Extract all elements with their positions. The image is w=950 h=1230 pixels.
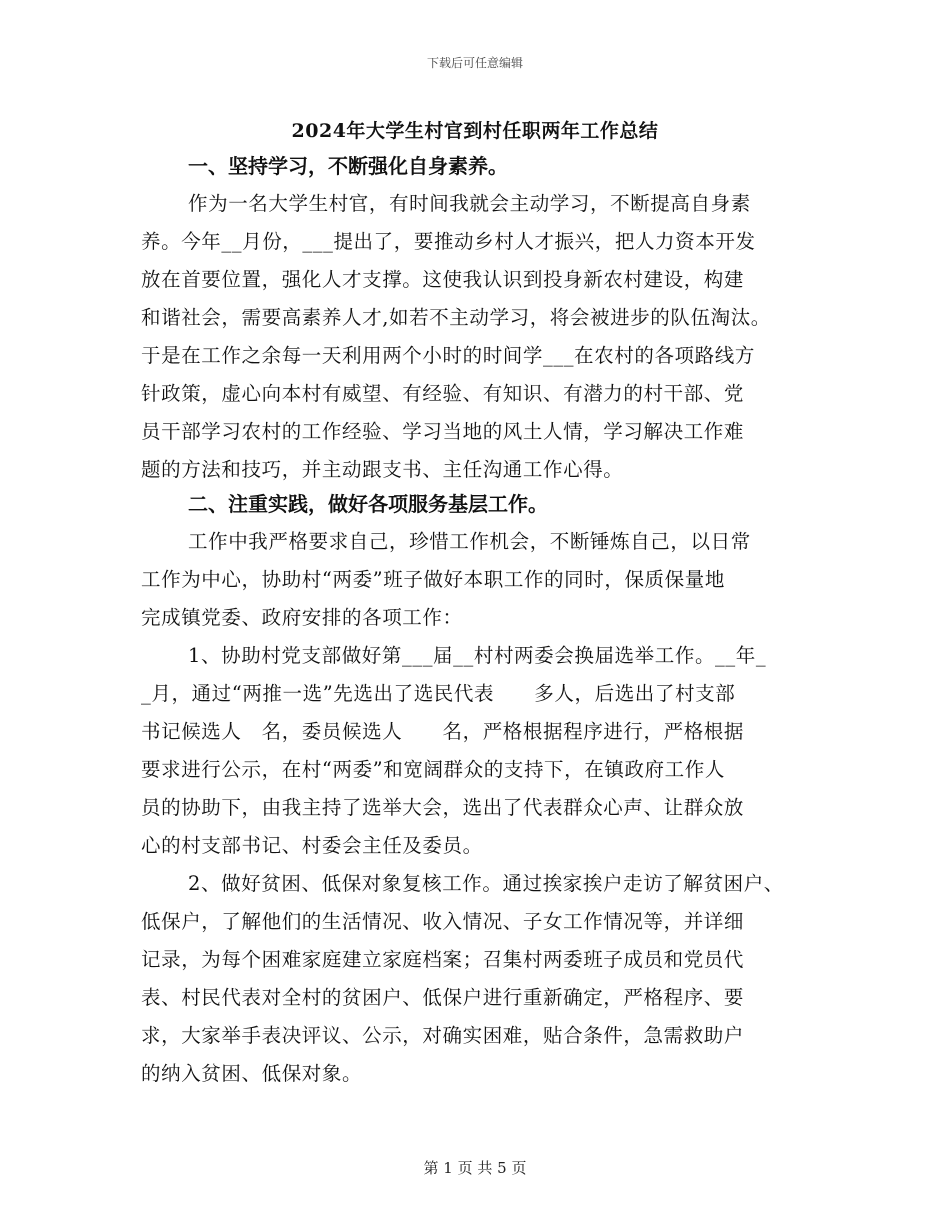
paragraph-line: 的纳入贫困、低保对象。 [141,1062,363,1085]
paragraph-line: 作为一名大学生村官，有时间我就会主动学习，不断提高自身素 [188,192,751,215]
paragraph-line: 工作为中心，协助村“两委”班子做好本职工作的同时，保质保量地 [141,568,725,591]
paragraph-line: 表、村民代表对全村的贫困户、低保户进行重新确定，严格程序、要 [141,986,745,1009]
section-heading: 一、坚持学习，不断强化自身素养。 [188,154,508,178]
page-number-footer: 第 1 页 共 5 页 [423,1159,527,1177]
paragraph-line: 员的协助下，由我主持了选举大会，选出了代表群众心声、让群众放 [141,796,745,819]
paragraph-line: 工作中我严格要求自己，珍惜工作机会，不断锤炼自己，以日常 [188,530,751,553]
paragraph-line: 记录，为每个困难家庭建立家庭档案；召集村两委班子成员和党员代 [141,948,745,971]
paragraph-line: 1、协助村党支部做好第___届__村村两委会换届选举工作。__年_ [188,644,767,667]
paragraph-line: 低保户，了解他们的生活情况、收入情况、子女工作情况等，并详细 [141,910,745,933]
paragraph-line: 于是在工作之余每一天利用两个小时的时间学___在农村的各项路线方 [141,344,755,367]
paragraph-line: 员干部学习农村的工作经验、学习当地的风土人情，学习解决工作难 [141,420,745,443]
paragraph-line: 心的村支部书记、村委会主任及委员。 [141,834,483,857]
paragraph-line: 和谐社会，需要高素养人才,如若不主动学习，将会被进步的队伍淘汰。 [141,306,771,329]
paragraph-line: 要求进行公示，在村“两委”和宽阔群众的支持下，在镇政府工作人 [141,758,725,781]
paragraph-line: 完成镇党委、政府安排的各项工作： [141,606,463,629]
paragraph-line: 放在首要位置，强化人才支撑。这使我认识到投身新农村建设，构建 [141,268,745,291]
paragraph-line: 养。今年__月份，___提出了，要推动乡村人才振兴，把人力资本开发 [141,230,756,253]
paragraph-line: 题的方法和技巧，并主动跟支书、主任沟通工作心得。 [141,458,624,481]
paragraph-line: 求，大家举手表决评议、公示，对确实困难，贴合条件，急需救助户 [141,1024,745,1047]
header-note: 下载后可任意编辑 [426,56,523,70]
paragraph-line: 针政策，虚心向本村有威望、有经验、有知识、有潜力的村干部、党 [141,382,745,405]
paragraph-line: 书记候选人 名，委员候选人 名，严格根据程序进行，严格根据 [141,720,745,743]
paragraph-line: 2、做好贫困、低保对象复核工作。通过挨家挨户走访了解贫困户、 [188,872,784,895]
section-heading: 二、注重实践，做好各项服务基层工作。 [188,492,548,516]
paragraph-line: _月，通过“两推一选”先选出了选民代表 多人，后选出了村支部 [141,682,736,705]
document-title: 2024年大学生村官到村任职两年工作总结 [291,120,659,142]
